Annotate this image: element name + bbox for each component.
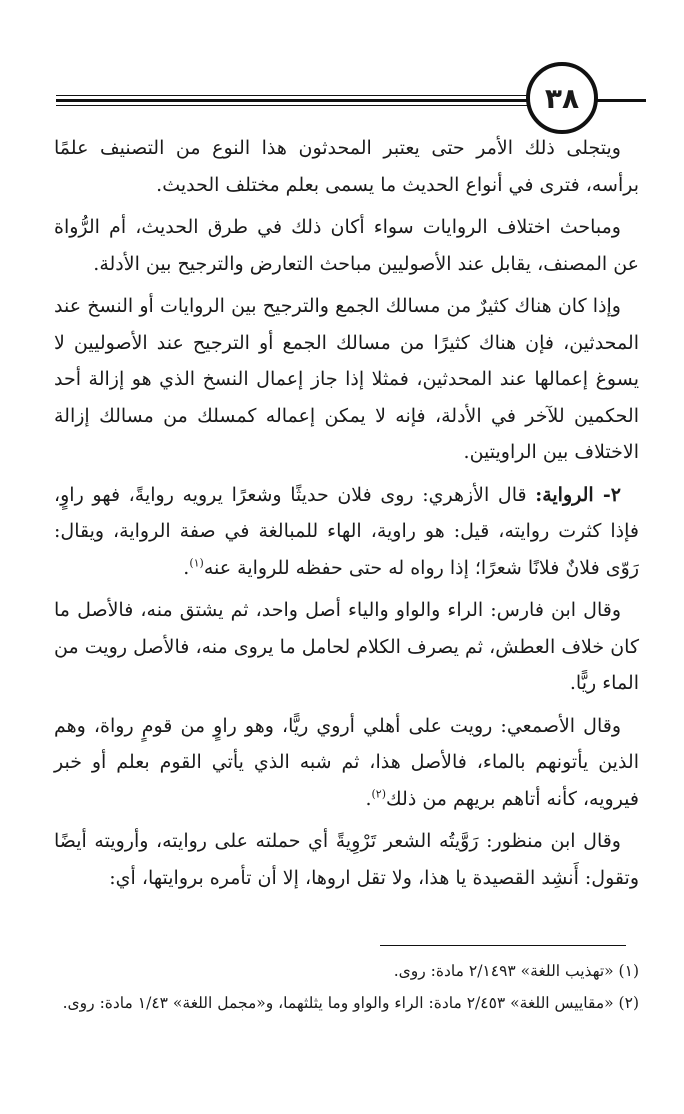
section-heading: ٢- الرواية: [535,483,621,506]
footnote: (٢) «مقاييس اللغة» ٢/٤٥٣ مادة: الراء والواو وما يثلثهما، و«مجمل اللغة» ١/٤٣ مادة: روى. [62,994,639,1012]
header-rule-thin-top [56,95,531,96]
footnote-separator [380,945,626,946]
paragraph: وقال ابن فارس: الراء والواو والياء أصل واحد، ثم يشتق منه، فالأصل ما كان خلاف العطش، ثم يصرف الكلام لحامل ما يروى منه، فالأصل رويت من الماء ريًّا. [54,599,639,694]
paragraph-text: وقال الأصمعي: رويت على أهلي أروي ريًّا، وهو راوٍ من قومٍ رواة، وهم الذين يأتونهم بالماء، فالأصل هذا، ثم شبه الذي يأتي القوم بعلم أو خبر فيرويه، كأنه أتاهم بريهم من ذلك [54,714,639,810]
header-rule-tail [596,99,646,102]
page-number: ٣٨ [544,81,580,115]
section-paragraph: ٢- الرواية: قال الأزهري: روى فلان حديثًا وشعرًا يرويه روايةً، فهو راوٍ، فإذا كثرت روايته، قيل: هو راوية، الهاء للمبالغة في صفة الرواية، ويقال: رَوّى فلانٌ فلانًا شعرًا؛ إذا رواه له حتى حفظه للرواية عنه$^{(١)}$. [54,483,639,579]
footnotes [54,955,639,1019]
header-rule-thin-bottom [56,105,531,106]
header-rule-thick [56,99,531,102]
paragraph: وإذا كان هناك كثيرٌ من مسالك الجمع والترجيح بين الروايات أو النسخ عند المحدثين، فإن هناك كثيرًا من مسالك الجمع أو الترجيح عند الأصوليين لا يسوغ إعمالها عند المحدثين، فمثلا إذا جاز إعمال النسخ الذي هو إزالة أحد الحكمين للآخر في الأدلة، فإنه لا يمكن إعماله كمسلك من مسالك إزالة الاختلاف بين الراويتين. [54,295,639,463]
footnote-ref[interactable]: (٢) [371,787,387,801]
footnote-ref[interactable]: (١) [189,556,204,570]
page-body [54,130,639,902]
page-number-badge [526,62,598,134]
footnote: (١) «تهذيب اللغة» ٢/١٤٩٣ مادة: روى. [393,962,639,980]
paragraph: وقال ابن منظور: رَوَّيتُه الشعر تَرْوِيةً أي حملته على روايته، وأرويته أيضًا وتقول: أَنشِد القصيدة يا هذا، ولا تقل اروها، إلا أن تأمره بروايتها، أي: [54,830,639,889]
section-text: قال الأزهري: روى فلان حديثًا وشعرًا يرويه روايةً، فهو راوٍ، فإذا كثرت روايته، قيل: هو راوية، الهاء للمبالغة في صفة الرواية، ويقال: رَوّى فلانٌ فلانًا شعرًا؛ إذا رواه له حتى حفظه للرواية عنه [54,483,639,579]
paragraph-with-ref: وقال الأصمعي: رويت على أهلي أروي ريًّا، وهو راوٍ من قومٍ رواة، وهم الذين يأتونهم بالماء، فالأصل هذا، ثم شبه الذي يأتي القوم بعلم أو خبر فيرويه، كأنه أتاهم بريهم من ذلك$^{(٢)}$. [54,714,639,810]
paragraph: ومباحث اختلاف الروايات سواء أكان ذلك في طرق الحديث، أم الرُّواة عن المصنف، يقابل عند الأصوليين مباحث التعارض والترجيح بين الأدلة. [54,216,639,275]
page-header [56,62,636,132]
paragraph: ويتجلى ذلك الأمر حتى يعتبر المحدثون هذا النوع من التصنيف علمًا برأسه، فترى في أنواع الحديث ما يسمى بعلم مختلف الحديث. [54,137,639,196]
